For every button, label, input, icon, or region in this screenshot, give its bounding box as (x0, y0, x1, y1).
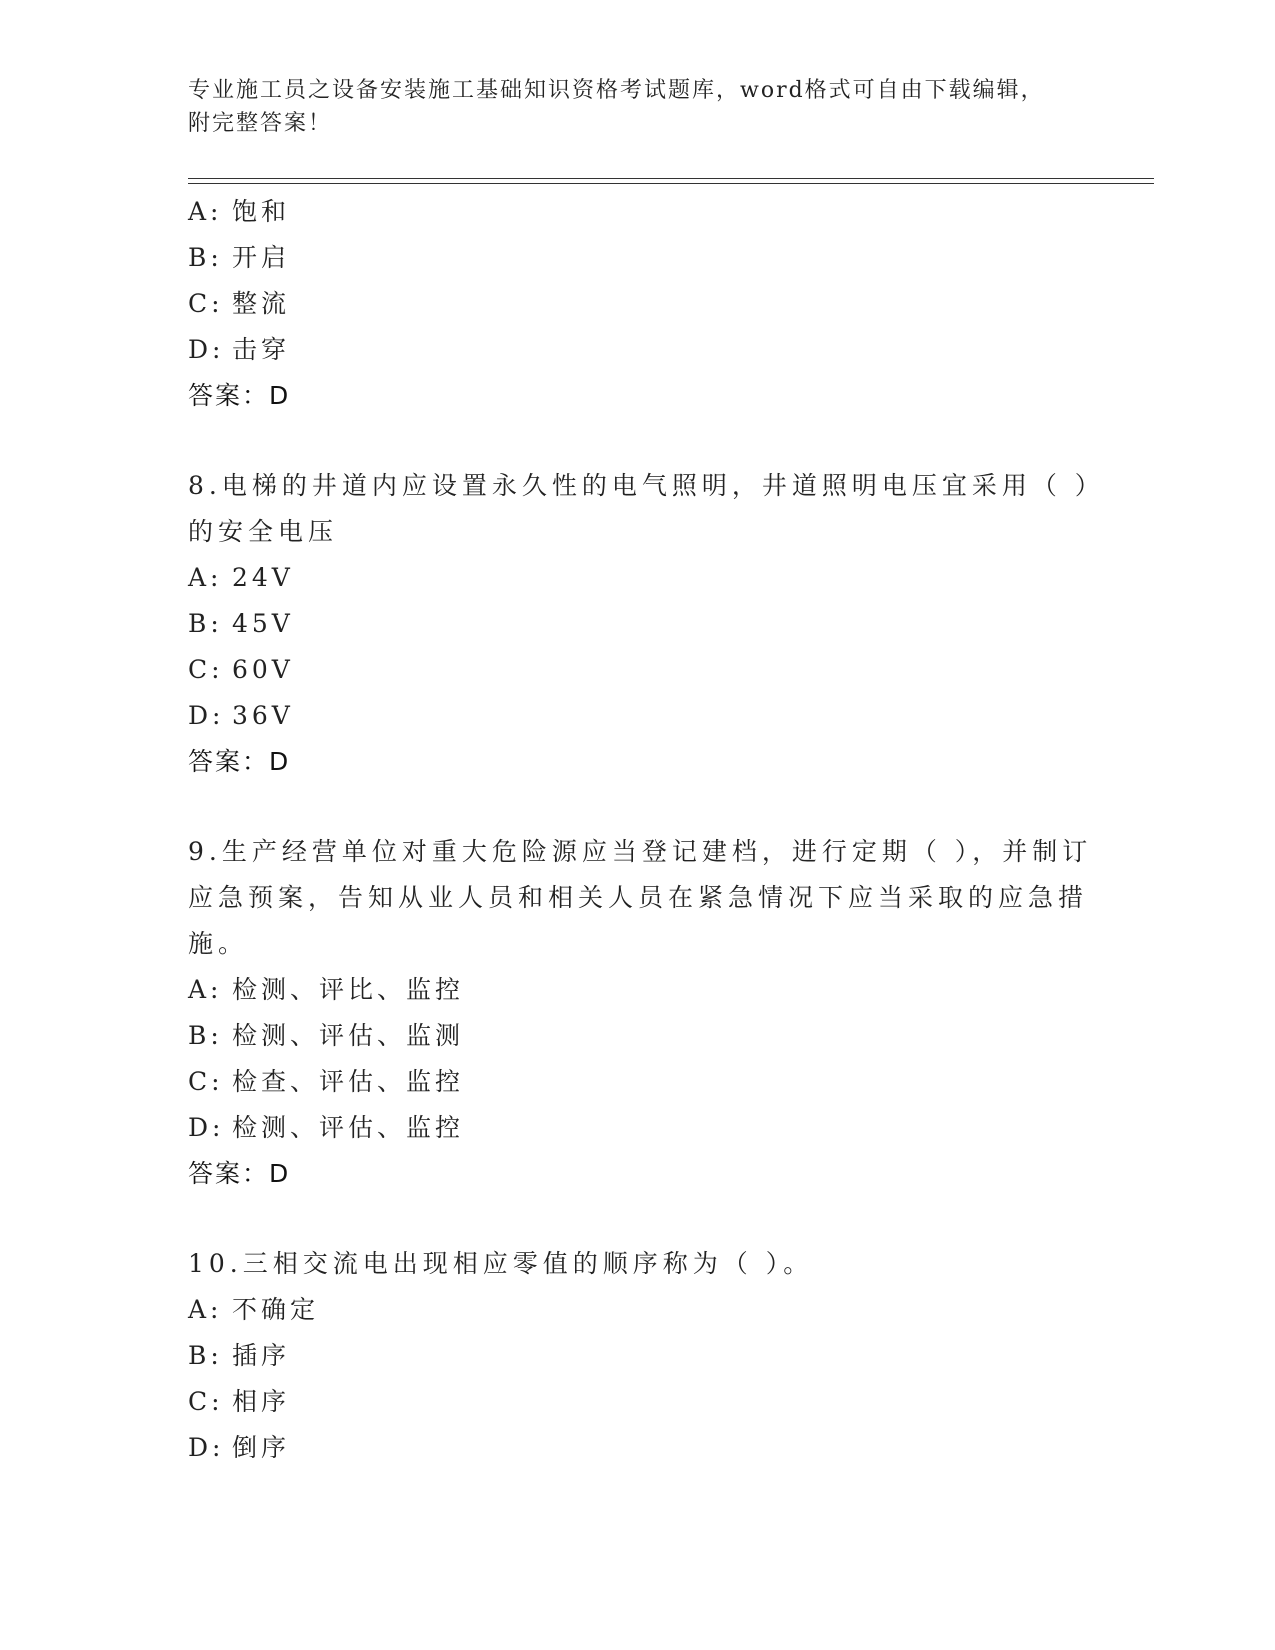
option-key: D: (188, 1433, 225, 1462)
question-text-line: 10.三相交流电出现相应零值的顺序称为（ ）。 (188, 1249, 814, 1278)
option-key: B: (188, 243, 223, 272)
option-text: 不确定 (232, 1295, 320, 1324)
option-row (188, 555, 1088, 601)
option-key: A: (188, 1295, 223, 1324)
option-key: B: (188, 1341, 223, 1370)
question-text-line: 应急预案，告知从业人员和相关人员在紧急情况下应当采取的应急措 (188, 883, 1089, 912)
option-text: 开启 (232, 243, 291, 272)
option-row (188, 1059, 1088, 1105)
option-text: 检测、评估、监测 (232, 1021, 465, 1050)
option-text: 36V (232, 701, 294, 730)
option-key: D: (188, 701, 225, 730)
option-text: 检测、评比、监控 (232, 975, 465, 1004)
question-list (188, 189, 1105, 1471)
option-key: A: (188, 563, 223, 592)
option-key: B: (188, 609, 223, 638)
option-row (188, 1287, 1088, 1333)
option-row (188, 189, 1088, 235)
answer-line: 答案：D (188, 747, 291, 776)
question-text-line: 8.电梯的井道内应设置永久性的电气照明，井道照明电压宜采用（ ） (188, 471, 1105, 500)
option-text: 整流 (232, 289, 291, 318)
option-key: A: (188, 975, 223, 1004)
option-key: C: (188, 1387, 224, 1416)
question-block (188, 463, 1105, 785)
option-text: 相序 (232, 1387, 291, 1416)
option-row (188, 967, 1088, 1013)
option-key: D: (188, 1113, 225, 1142)
option-text: 饱和 (232, 197, 291, 226)
question-block (188, 189, 1088, 419)
option-row (188, 327, 1088, 373)
question-text-line: 施。 (188, 929, 249, 958)
option-row (188, 1013, 1088, 1059)
option-key: C: (188, 655, 224, 684)
header-line-1: 专业施工员之设备安装施工基础知识资格考试题库，word格式可自由下载编辑， (188, 78, 1045, 103)
option-row (188, 235, 1088, 281)
header-divider-top (188, 178, 1154, 179)
option-row (188, 601, 1088, 647)
option-key: A: (188, 197, 223, 226)
block-spacer (188, 419, 1088, 463)
option-row (188, 647, 1088, 693)
answer-line: 答案：D (188, 381, 291, 410)
option-key: B: (188, 1021, 223, 1050)
document-header (188, 74, 1068, 140)
block-spacer (188, 1197, 1088, 1241)
question-text-line: 9.生产经营单位对重大危险源应当登记建档，进行定期（ ），并制订 (188, 837, 1093, 866)
block-spacer (188, 785, 1088, 829)
header-divider-bottom (188, 183, 1154, 184)
option-row (188, 1333, 1088, 1379)
option-text: 24V (232, 563, 294, 592)
option-row (188, 281, 1088, 327)
question-block (188, 1241, 1088, 1471)
option-text: 45V (232, 609, 294, 638)
question-text-line: 的安全电压 (188, 517, 339, 546)
option-text: 检查、评估、监控 (232, 1067, 465, 1096)
option-row (188, 693, 1088, 739)
option-row (188, 1379, 1088, 1425)
header-line-2: 附完整答案！ (188, 111, 333, 136)
option-text: 倒序 (232, 1433, 291, 1462)
option-key: D: (188, 335, 225, 364)
option-text: 检测、评估、监控 (232, 1113, 465, 1142)
option-key: C: (188, 289, 224, 318)
option-key: C: (188, 1067, 224, 1096)
question-block (188, 829, 1093, 1197)
option-row (188, 1105, 1088, 1151)
option-text: 击穿 (232, 335, 291, 364)
option-row (188, 1425, 1088, 1471)
option-text: 插序 (232, 1341, 291, 1370)
answer-line: 答案：D (188, 1159, 291, 1188)
option-text: 60V (232, 655, 294, 684)
